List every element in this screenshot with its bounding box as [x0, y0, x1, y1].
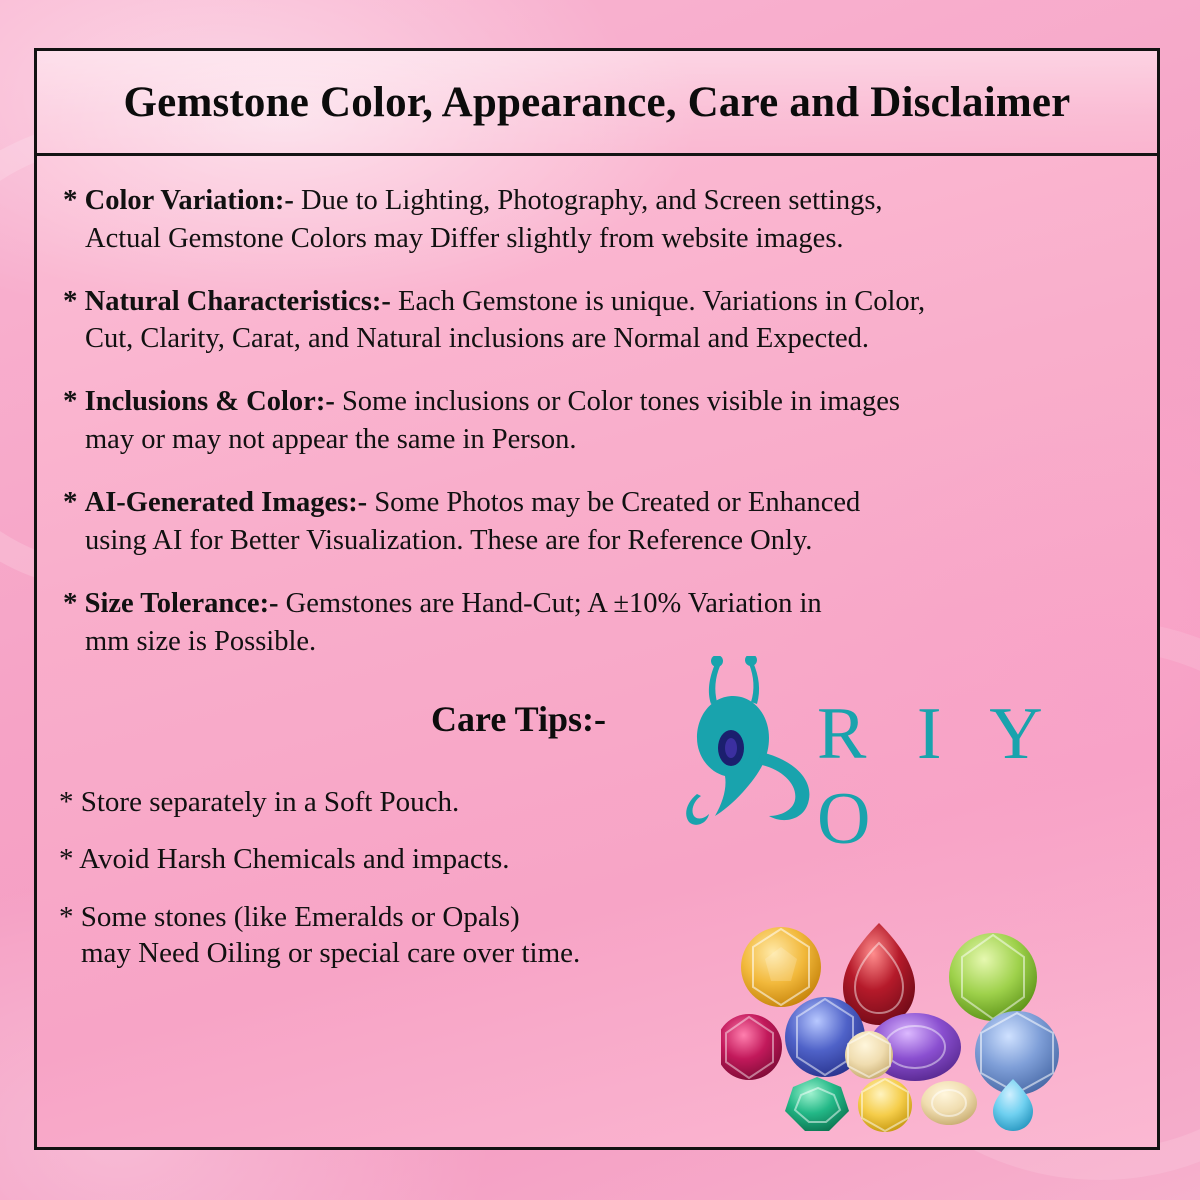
- disclaimer-item: [59, 283, 1135, 358]
- care-item: [59, 784, 1135, 821]
- disclaimer-item-text: Some Photos may be Created or Enhanced: [367, 487, 861, 519]
- gem-emerald-octagon: [785, 1077, 849, 1131]
- bullet-star-icon: *: [63, 184, 78, 216]
- bullet-star-icon: *: [59, 900, 74, 933]
- disclaimer-item-text-2: may or may not appear the same in Person.: [85, 424, 577, 456]
- disclaimer-card: [34, 48, 1160, 1150]
- care-item-text: Avoid Harsh Chemicals and impacts.: [73, 843, 510, 876]
- gem-champagne-round: [845, 1031, 893, 1079]
- disclaimer-item-label: Color Variation:-: [84, 185, 294, 216]
- bullet-star-icon: *: [63, 385, 78, 418]
- gem-yellow-round: [858, 1078, 912, 1132]
- gem-peridot-round: [949, 933, 1037, 1021]
- care-tips-heading: Care Tips:-: [431, 698, 607, 739]
- gem-citrine-round: [741, 927, 821, 1007]
- disclaimer-item-label: AI-Generated Images:-: [84, 487, 368, 519]
- disclaimer-item-label: Inclusions & Color:-: [84, 386, 335, 418]
- care-item-text-2: may Need Oiling or special care over time.: [81, 937, 581, 970]
- disclaimer-item-text: Gemstones are Hand-Cut; A ±10% Variation in: [278, 587, 822, 619]
- bullet-star-icon: *: [63, 284, 78, 317]
- disclaimer-item: [59, 383, 1135, 458]
- disclaimer-item-label: Size Tolerance:-: [84, 587, 279, 619]
- disclaimer-item-text-2: mm size is Possible.: [85, 625, 317, 657]
- bullet-star-icon: *: [63, 586, 78, 619]
- care-item-text: Store separately in a Soft Pouch.: [73, 785, 460, 818]
- disclaimer-item-text: Each Gemstone is unique. Variations in Color,: [390, 285, 926, 317]
- page-title: Gemstone Color, Appearance, Care and Disclaimer: [123, 78, 1071, 126]
- disclaimer-item-text-2: Actual Gemstone Colors may Differ slightly from website images.: [85, 222, 844, 254]
- disclaimer-item-text-2: Cut, Clarity, Carat, and Natural inclusions are Normal and Expected.: [85, 323, 870, 355]
- bullet-star-icon: *: [63, 486, 78, 519]
- disclaimer-item: [59, 585, 1135, 660]
- bullet-star-icon: *: [59, 843, 74, 876]
- disclaimer-item: [59, 182, 1135, 257]
- gem-ruby-round: [721, 1014, 782, 1080]
- gem-champagne-oval: [921, 1081, 977, 1125]
- title-bar: [37, 51, 1157, 156]
- care-item-text: Some stones (like Emeralds or Opals): [73, 900, 520, 933]
- care-item: [59, 841, 1135, 878]
- disclaimer-item-label: Natural Characteristics:-: [84, 285, 391, 317]
- disclaimer-item: [59, 484, 1135, 559]
- gem-sapphire-round: [975, 1011, 1059, 1095]
- bullet-star-icon: *: [59, 785, 74, 818]
- brand-name: R I Y O: [817, 692, 1056, 860]
- disclaimer-item-text: Some inclusions or Color tones visible in images: [334, 386, 901, 418]
- card-body: [37, 156, 1157, 972]
- gemstone-cluster-icon: [721, 907, 1141, 1137]
- disclaimer-item-text: Due to Lighting, Photography, and Screen settings,: [293, 185, 883, 216]
- disclaimer-item-text-2: using AI for Better Visualization. These are for Reference Only.: [85, 524, 813, 556]
